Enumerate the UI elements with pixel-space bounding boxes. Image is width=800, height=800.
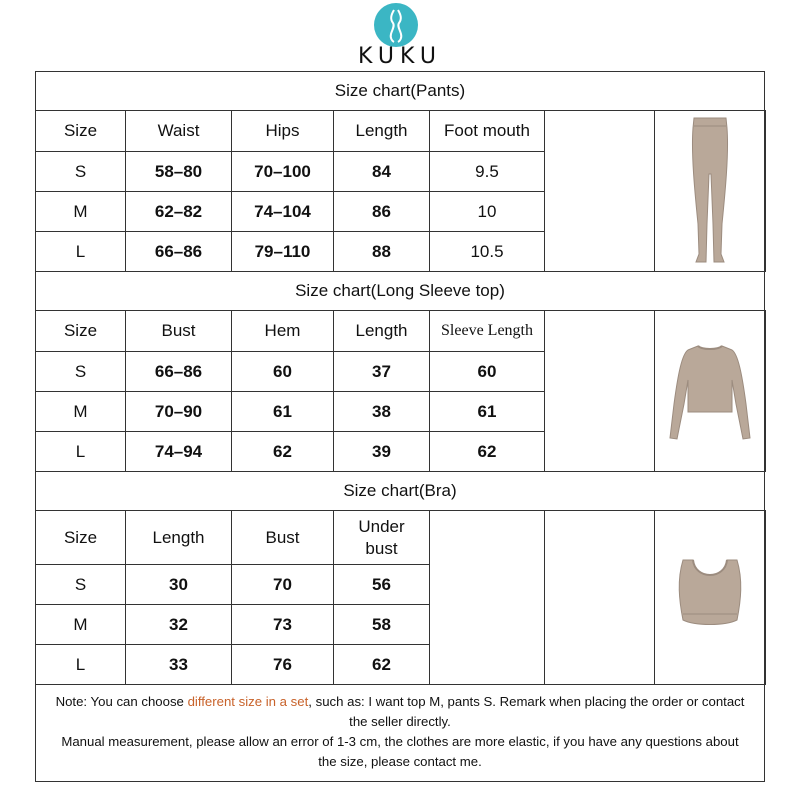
bra-size-table — [35, 510, 766, 685]
cell-length: 30 — [126, 565, 232, 605]
cell-hips: 79–110 — [232, 232, 334, 272]
sports-bra-image — [655, 511, 766, 685]
header-hips: Hips — [232, 111, 334, 152]
cell-bust: 66–86 — [126, 352, 232, 392]
cell-size: S — [36, 565, 126, 605]
table-header-row — [36, 111, 766, 152]
cell-size: L — [36, 432, 126, 472]
brand-name: KUKU — [358, 44, 442, 69]
empty-cell — [545, 511, 655, 685]
cell-size: M — [36, 192, 126, 232]
cell-size: S — [36, 352, 126, 392]
pants-size-table — [35, 110, 766, 272]
cell-waist: 66–86 — [126, 232, 232, 272]
header-size: Size — [36, 111, 126, 152]
top-size-table — [35, 310, 766, 472]
cell-length: 86 — [334, 192, 430, 232]
cell-bust: 70–90 — [126, 392, 232, 432]
header-length: Length — [334, 111, 430, 152]
header-length: Length — [126, 511, 232, 565]
table-header-row — [36, 511, 766, 565]
header-length: Length — [334, 311, 430, 352]
cell-bust: 76 — [232, 645, 334, 685]
header-size: Size — [36, 511, 126, 565]
cell-sleeve-length: 61 — [430, 392, 545, 432]
pants-leggings-image — [655, 111, 766, 272]
cell-bust: 74–94 — [126, 432, 232, 472]
note-highlight: different size in a set — [187, 694, 309, 709]
header-under-bust: Under bust — [334, 511, 430, 565]
cell-size: L — [36, 232, 126, 272]
cell-length: 37 — [334, 352, 430, 392]
cell-under-bust: 62 — [334, 645, 430, 685]
cell-waist: 62–82 — [126, 192, 232, 232]
bra-chart-title: Size chart(Bra) — [35, 471, 765, 511]
note-prefix: Note: You can choose — [55, 694, 188, 709]
top-chart-title: Size chart(Long Sleeve top) — [35, 271, 765, 311]
header-bust: Bust — [126, 311, 232, 352]
header-bust: Bust — [232, 511, 334, 565]
cell-under-bust: 58 — [334, 605, 430, 645]
cell-sleeve-length: 62 — [430, 432, 545, 472]
cell-sleeve-length: 60 — [430, 352, 545, 392]
note-line-2: Manual measurement, please allow an error of 1-3 cm, the clothes are more elastic, if you have any questions about the size, please contact me. — [61, 734, 739, 769]
size-note — [35, 682, 765, 782]
cell-hips: 70–100 — [232, 152, 334, 192]
header-foot-mouth: Foot mouth — [430, 111, 545, 152]
cell-length: 32 — [126, 605, 232, 645]
cell-size: L — [36, 645, 126, 685]
cell-length: 84 — [334, 152, 430, 192]
female-silhouette-icon — [374, 3, 418, 47]
cell-size: M — [36, 392, 126, 432]
cell-size: S — [36, 152, 126, 192]
cell-length: 33 — [126, 645, 232, 685]
cell-bust: 73 — [232, 605, 334, 645]
cell-hips: 74–104 — [232, 192, 334, 232]
cell-length: 88 — [334, 232, 430, 272]
cell-foot-mouth: 9.5 — [430, 152, 545, 192]
pants-chart-title: Size chart(Pants) — [35, 71, 765, 111]
header-waist: Waist — [126, 111, 232, 152]
long-sleeve-top-image — [655, 311, 766, 472]
header-hem: Hem — [232, 311, 334, 352]
header-sleeve-length: Sleeve Length — [430, 311, 545, 352]
note-suffix: , such as: I want top M, pants S. Remark when placing the order or contact the seller directly. — [308, 694, 745, 729]
cell-bust: 70 — [232, 565, 334, 605]
brand-header — [0, 0, 800, 70]
cell-hem: 61 — [232, 392, 334, 432]
empty-cell — [545, 311, 655, 472]
empty-cell — [430, 511, 545, 685]
empty-cell — [545, 111, 655, 272]
header-size: Size — [36, 311, 126, 352]
cell-hem: 60 — [232, 352, 334, 392]
cell-length: 38 — [334, 392, 430, 432]
cell-waist: 58–80 — [126, 152, 232, 192]
cell-hem: 62 — [232, 432, 334, 472]
cell-size: M — [36, 605, 126, 645]
table-header-row — [36, 311, 766, 352]
cell-under-bust: 56 — [334, 565, 430, 605]
note-line-1 — [53, 692, 747, 732]
cell-foot-mouth: 10 — [430, 192, 545, 232]
cell-foot-mouth: 10.5 — [430, 232, 545, 272]
cell-length: 39 — [334, 432, 430, 472]
